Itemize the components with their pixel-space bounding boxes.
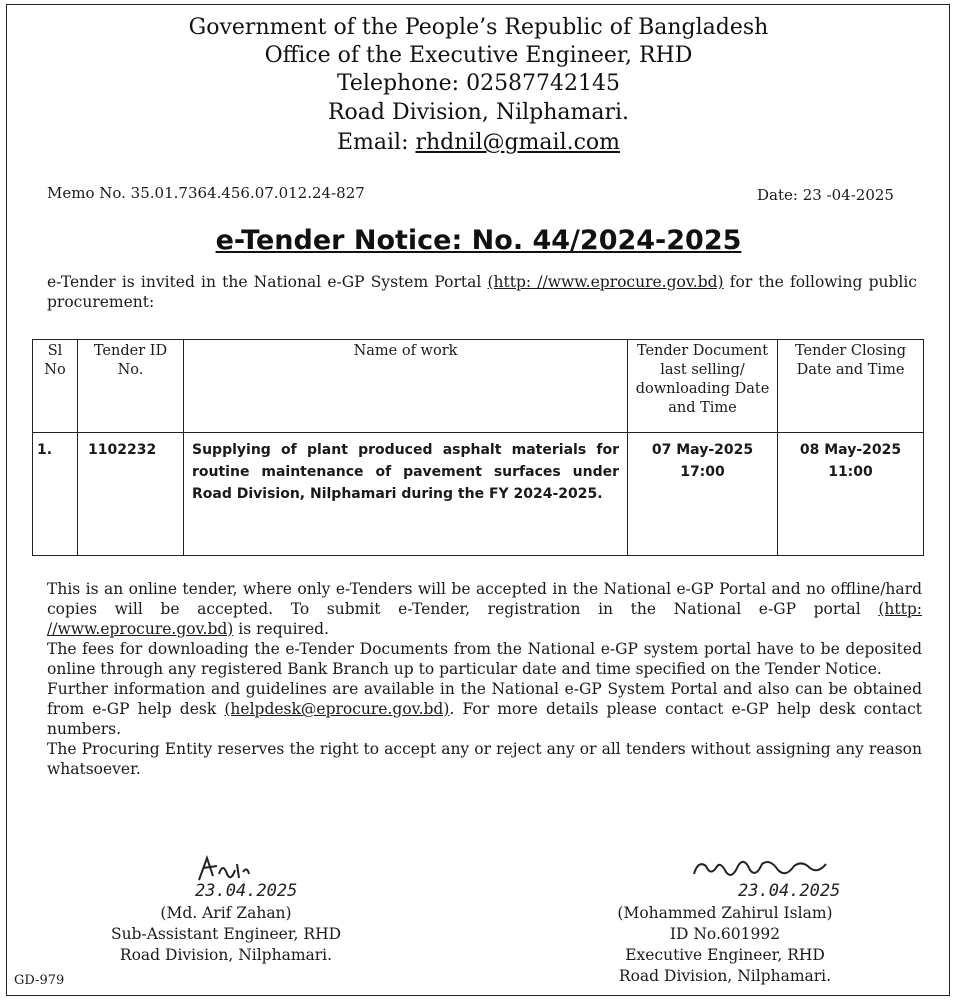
row-name-of-work: Supplying of plant produced asphalt materials for routine maintenance of pavement surfaces under Road Division, Nilphamari during the FY 2024-2025.: [184, 433, 628, 556]
header-closing-date: Tender Closing Date and Time: [778, 340, 924, 433]
row-tender-id: 1102232: [78, 433, 184, 556]
email-label: Email:: [336, 130, 416, 155]
left-signatory-designation: Sub-Assistant Engineer, RHD: [110, 925, 342, 943]
intro-paragraph: [47, 272, 917, 312]
paragraph-online-tender: [47, 579, 922, 639]
right-signatory-id: ID No.601992: [669, 925, 781, 943]
memo-date: Date: 23 -04-2025: [757, 186, 894, 204]
memo-number: Memo No. 35.01.7364.456.07.012.24-827: [47, 184, 365, 202]
paragraph-helpdesk: [47, 679, 922, 739]
p1-text: This is an online tender, where only e-Tenders will be accepted in the National e-GP Portal and no offline/hard copies will be accepted. To submit e-Tender, registration in the National e-GP portal: [47, 580, 922, 618]
notice-title: e-Tender Notice: No. 44/2024-2025: [215, 225, 742, 256]
footer-code: GD-979: [14, 973, 65, 988]
notice-body: [47, 579, 922, 779]
eprocure-link-2[interactable]: (http: //www.eprocure.gov.bd): [47, 600, 922, 638]
header-office: Office of the Executive Engineer, RHD: [264, 43, 693, 68]
eprocure-link[interactable]: (http: //www.eprocure.gov.bd): [487, 273, 724, 291]
paragraph-reserves-right: The Procuring Entity reserves the right to accept any or reject any or all tenders without assigning any reason whatsoever.: [47, 740, 922, 778]
p3-text-end: . For more details please contact e-GP help desk contact numbers.: [47, 700, 922, 738]
intro-text: e-Tender is invited in the National e-GP System Portal: [47, 273, 488, 291]
right-signatory-name: (Mohammed Zahirul Islam): [617, 904, 833, 922]
intro-text-end: for the following public procurement:: [47, 273, 917, 311]
closing-date: 08 May-2025: [799, 442, 902, 458]
right-signatory: [598, 903, 852, 987]
closing-time: 11:00: [828, 464, 873, 480]
doc-time: 17:00: [680, 464, 725, 480]
email-link[interactable]: rhdnil@gmail.com: [415, 130, 621, 155]
row-closing-date: [778, 433, 924, 556]
left-signature-date: 23.04.2025: [195, 881, 298, 901]
header-name-of-work: Name of work: [184, 340, 628, 433]
tender-table: [32, 339, 924, 556]
header-doc-date: Tender Document last selling/ downloading Date and Time: [628, 340, 778, 433]
right-signatory-office: Road Division, Nilphamari.: [618, 967, 832, 985]
paragraph-fees: The fees for downloading the e-Tender Documents from the National e-GP system portal have to be deposited online through any registered Bank Branch up to particular date and time specified on the Tender Notice.: [47, 640, 922, 678]
doc-date: 07 May-2025: [651, 442, 754, 458]
p3-text: Further information and guidelines are available in the National e-GP System Portal and also can be obtained from e-GP help desk: [47, 680, 922, 718]
left-signatory: [95, 903, 357, 966]
table-header-row: [33, 340, 924, 433]
left-signatory-office: Road Division, Nilphamari.: [119, 946, 333, 964]
header-division: Road Division, Nilphamari.: [327, 100, 630, 125]
left-signatory-name: (Md. Arif Zahan): [160, 904, 292, 922]
row-doc-date: [628, 433, 778, 556]
p1-text-end: is required.: [233, 620, 329, 638]
header-tender-id: Tender ID No.: [78, 340, 184, 433]
table-row: [33, 433, 924, 556]
header-government: Government of the People’s Republic of Bangladesh: [188, 15, 769, 40]
header-telephone: Telephone: 02587742145: [336, 71, 621, 96]
right-signatory-designation: Executive Engineer, RHD: [625, 946, 825, 964]
helpdesk-link[interactable]: (helpdesk@eprocure.gov.bd): [224, 700, 450, 718]
row-sl: 1.: [33, 433, 78, 556]
header-sl: Sl No: [33, 340, 78, 433]
right-signature-date: 23.04.2025: [738, 881, 841, 901]
header-email: [0, 131, 957, 155]
